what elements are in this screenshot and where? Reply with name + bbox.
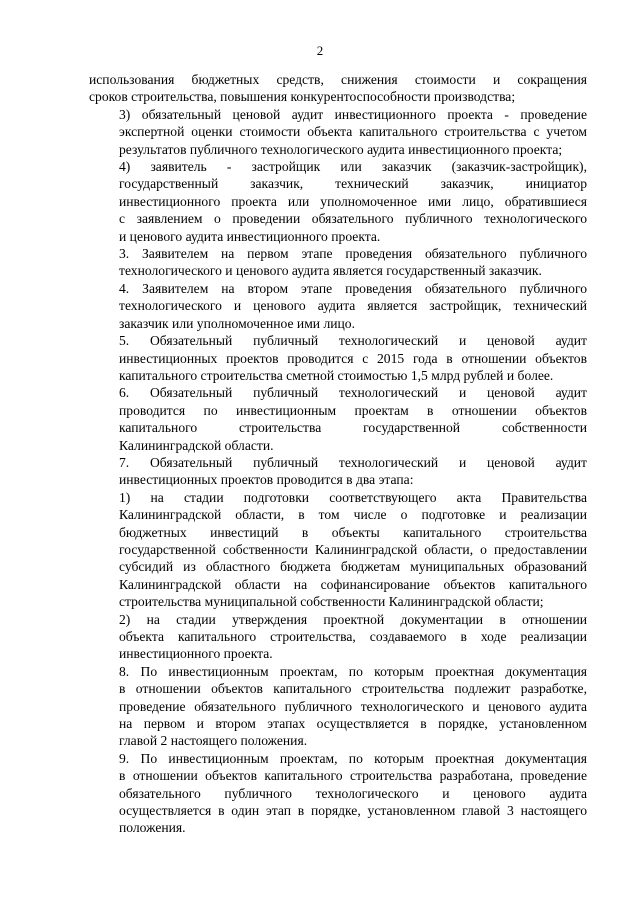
- text-line: государственный заказчик, технический заказчик, инициатор: [119, 176, 587, 192]
- text-line: осуществляется в один этап в порядке, установленном главой 3 настоящего: [119, 803, 587, 819]
- text-line: 1) на стадии подготовки соответствующего акта Правительства: [119, 489, 587, 505]
- text-line: Калининградской области.: [119, 437, 274, 453]
- paragraph: [89, 384, 587, 454]
- text-line: инвестиционных проектов проводится в два этапа:: [119, 472, 414, 488]
- text-line: Калининградской области, в том числе о подготовке и реализации: [119, 507, 587, 523]
- text-line: 7. Обязательный публичный технологический и ценовой аудит: [119, 454, 587, 470]
- text-line: 9. По инвестиционным проектам, по которым проектная документация: [119, 750, 587, 766]
- text-line: 3) обязательный ценовой аудит инвестиционного проекта - проведение: [119, 106, 587, 122]
- text-line: объекта капитального строительства, создаваемого в ходе реализации: [119, 629, 587, 644]
- paragraph: [89, 332, 587, 384]
- text-line: технологического и ценового аудита является застройщик, технический: [119, 298, 587, 314]
- text-line: 8. По инвестиционным проектам, по которым проектная документация: [119, 663, 587, 679]
- paragraph: [89, 158, 587, 245]
- text-line: 4. Заявителем на втором этапе проведения обязательного публичного: [119, 280, 587, 296]
- text-line: с заявлением о проведении обязательного публичного технологического: [119, 211, 587, 227]
- text-line: строительства муниципальной собственности Калининградской области;: [119, 594, 544, 610]
- text-line: 2) на стадии утверждения проектной документации в отношении: [119, 611, 587, 627]
- text-line: заказчик или уполномоченное ими лицо.: [119, 315, 356, 331]
- page-number: 2: [316, 43, 324, 58]
- text-line: обязательного публичного технологического и ценового аудита: [119, 785, 587, 801]
- text-line: главой 2 настоящего положения.: [119, 733, 308, 749]
- paragraph: [89, 106, 587, 158]
- paragraph: [89, 454, 587, 489]
- text-line: использования бюджетных средств, снижения стоимости и сокращения: [89, 72, 587, 87]
- text-line: 4) заявитель - застройщик или заказчик (заказчик-застройщик),: [119, 159, 587, 175]
- text-line: инвестиционного проекта.: [119, 646, 273, 662]
- text-line: бюджетных инвестиций в объекты капитального строительства: [119, 524, 587, 540]
- text-line: 6. Обязательный публичный технологический и ценовой аудит: [119, 385, 587, 401]
- text-line: в отношении объектов капитального строительства разработана, проведение: [119, 768, 587, 784]
- text-line: капитального строительства сметной стоимостью 1,5 млрд рублей и более.: [119, 367, 554, 383]
- text-line: проводится по инвестиционным проектам в отношении объектов: [119, 402, 587, 418]
- paragraph: [89, 71, 587, 106]
- text-line: технологического и ценового аудита является государственный заказчик.: [119, 263, 542, 279]
- text-line: и ценового аудита инвестиционного проекта.: [119, 228, 381, 244]
- paragraph: [89, 245, 587, 280]
- text-line: инвестиционных проектов проводится с 2015 года в отношении объектов: [119, 350, 587, 366]
- text-line: субсидий из областного бюджета бюджетам муниципальных образований: [119, 559, 587, 575]
- text-line: в отношении объектов капитального строительства подлежит разработке,: [119, 681, 587, 697]
- text-line: Калининградской области на софинансирование объектов капитального: [119, 576, 587, 592]
- text-line: сроков строительства, повышения конкурентоспособности производства;: [89, 89, 516, 105]
- paragraph: [89, 663, 587, 750]
- text-line: результатов публичного технологического аудита инвестиционного проекта;: [119, 141, 563, 157]
- text-line: на первом и втором этапах осуществляется в порядке, установленном: [119, 716, 587, 732]
- text-line: 3. Заявителем на первом этапе проведения обязательного публичного: [119, 246, 587, 262]
- text-line: экспертной оценки стоимости объекта капитального строительства с учетом: [119, 124, 587, 140]
- paragraph: [89, 489, 587, 611]
- text-line: положения.: [119, 820, 186, 836]
- paragraph: [89, 750, 587, 837]
- text-line: 5. Обязательный публичный технологический и ценовой аудит: [119, 333, 587, 349]
- text-line: капитального строительства государственной собственности: [119, 420, 587, 436]
- document-body: [89, 71, 587, 837]
- text-line: государственной собственности Калининградской области, о предоставлении: [119, 541, 587, 557]
- text-line: инвестиционного проекта или уполномоченное ими лицо, обратившиеся: [119, 193, 587, 209]
- text-line: проведение обязательного публичного технологического и ценового аудита: [119, 698, 587, 714]
- paragraph: [89, 611, 587, 663]
- paragraph: [89, 280, 587, 332]
